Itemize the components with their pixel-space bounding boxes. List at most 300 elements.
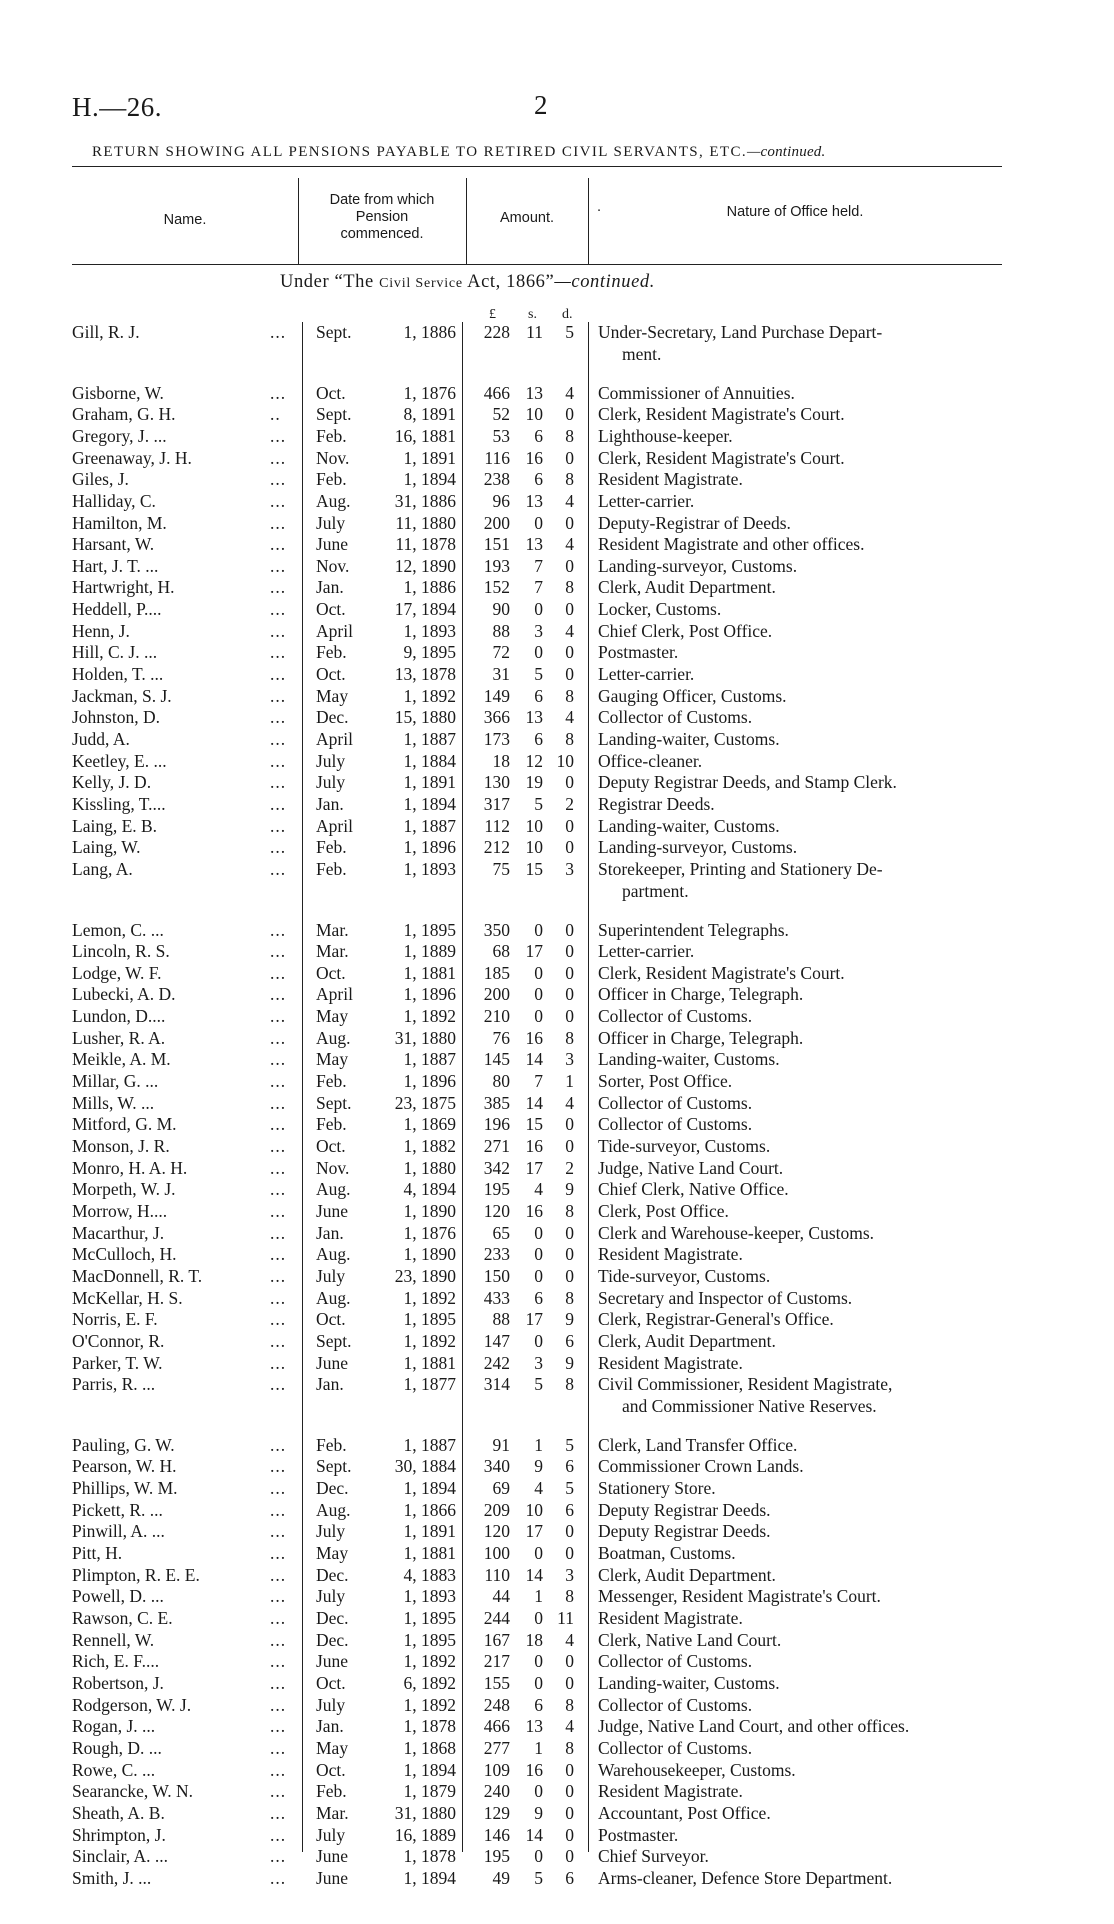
pension-day-year: 1, 1893	[403, 1586, 456, 1607]
pension-month: July	[316, 750, 346, 771]
pension-month: Feb.	[316, 425, 347, 446]
pension-month: Feb.	[316, 642, 347, 663]
section-suffix: Act, 1866”	[462, 272, 555, 292]
leader-dots: ...	[270, 534, 287, 555]
pension-day-year: 1, 1886	[403, 577, 456, 598]
table-row	[0, 794, 1114, 816]
office-held: Landing-waiter, Customs.	[598, 1049, 780, 1070]
amount-pence: 8	[565, 577, 574, 598]
pension-day-year: 1, 1869	[403, 1114, 456, 1135]
office-held: Landing-surveyor, Customs.	[598, 837, 798, 858]
pensioner-name: Hart, J. T. ...	[72, 555, 159, 576]
amount-pence: 0	[565, 1265, 574, 1286]
amount-pounds: 196	[483, 1114, 510, 1135]
pensioner-name: Lodge, W. F.	[72, 962, 162, 983]
table-row	[0, 1825, 1114, 1847]
pension-day-year: 23, 1890	[394, 1265, 456, 1286]
amount-pounds: 173	[483, 729, 510, 750]
leader-dots: ...	[270, 469, 287, 490]
pensioner-name: MacDonnell, R. T.	[72, 1265, 203, 1286]
table-row	[0, 599, 1114, 621]
document-reference: H.—26.	[72, 92, 162, 122]
amount-pence: 10	[556, 750, 574, 771]
unit-pence: d.	[562, 307, 573, 322]
amount-shillings: 14	[525, 1049, 543, 1070]
table-row	[0, 1738, 1114, 1760]
pension-month: Aug.	[316, 1244, 351, 1265]
office-held: Boatman, Customs.	[598, 1543, 736, 1564]
amount-pence: 3	[565, 1049, 574, 1070]
table-row	[0, 621, 1114, 643]
pension-month: Sept.	[316, 404, 352, 425]
amount-shillings: 12	[525, 750, 543, 771]
office-held: Letter-carrier.	[598, 664, 695, 685]
amount-pounds: 200	[483, 512, 510, 533]
amount-pence: 8	[565, 469, 574, 490]
pension-month: May	[316, 1006, 349, 1027]
table-row	[0, 1288, 1114, 1310]
pension-month: Nov.	[316, 1157, 350, 1178]
pensioner-name: Plimpton, R. E. E.	[72, 1564, 200, 1585]
pension-day-year: 1, 1881	[403, 962, 456, 983]
pensioner-name: Lundon, D....	[72, 1006, 166, 1027]
table-row	[0, 1586, 1114, 1608]
leader-dots: ...	[270, 1114, 287, 1135]
leader-dots: ...	[270, 1564, 287, 1585]
amount-pounds: 149	[483, 685, 510, 706]
pensioner-name: Rowe, C. ...	[72, 1759, 156, 1780]
office-held: Tide-surveyor, Customs.	[598, 1136, 771, 1157]
pension-day-year: 1, 1892	[403, 1330, 456, 1351]
amount-pounds: 244	[483, 1608, 510, 1628]
pension-day-year: 1, 1887	[403, 1434, 456, 1455]
leader-dots: ...	[270, 1737, 287, 1758]
office-held: Collector of Customs.	[598, 707, 753, 728]
leader-dots: ...	[270, 642, 287, 663]
amount-shillings: 18	[525, 1629, 543, 1650]
pensioner-name: Parris, R. ...	[72, 1374, 156, 1395]
pension-day-year: 1, 1896	[403, 1071, 456, 1092]
amount-shillings: 3	[534, 1352, 543, 1373]
table-row	[0, 1543, 1114, 1565]
amount-pounds: 340	[483, 1456, 510, 1477]
leader-dots: ...	[270, 1352, 287, 1373]
amount-shillings: 1	[534, 1434, 543, 1455]
pensioner-name: Pinwill, A. ...	[72, 1521, 165, 1542]
pensioner-name: Heddell, P....	[72, 599, 162, 620]
pension-day-year: 1, 1887	[403, 729, 456, 750]
amount-pence: 8	[565, 1737, 574, 1758]
pensioner-name: Phillips, W. M.	[72, 1478, 178, 1499]
amount-shillings: 1	[534, 1586, 543, 1607]
pension-day-year: 1, 1876	[403, 1222, 456, 1243]
amount-pounds: 146	[483, 1824, 510, 1845]
amount-pounds: 96	[492, 490, 510, 511]
amount-pounds: 167	[483, 1629, 510, 1650]
office-held: Accountant, Post Office.	[598, 1802, 771, 1823]
office-held: Arms-cleaner, Defence Store Department.	[598, 1867, 893, 1888]
amount-pence: 3	[565, 1564, 574, 1585]
leader-dots: ...	[270, 490, 287, 511]
leader-dots: ...	[270, 919, 287, 940]
pensioner-name: Mills, W. ...	[72, 1092, 155, 1113]
pension-day-year: 4, 1883	[403, 1564, 456, 1585]
leader-dots: ...	[270, 1136, 287, 1157]
column-header-mark: ·	[596, 202, 602, 218]
office-held: Resident Magistrate.	[598, 1244, 743, 1265]
pensioner-name: Sinclair, A. ...	[72, 1846, 169, 1867]
amount-pounds: 49	[492, 1867, 510, 1888]
pension-day-year: 1, 1892	[403, 1651, 456, 1672]
amount-pounds: 233	[483, 1244, 510, 1265]
table-row	[0, 577, 1114, 599]
office-held: Commissioner Crown Lands.	[598, 1456, 804, 1477]
amount-pence: 0	[565, 941, 574, 962]
amount-pence: 0	[565, 599, 574, 620]
amount-pounds: 18	[492, 750, 510, 771]
amount-shillings: 7	[534, 1071, 543, 1092]
pensioner-name: McCulloch, H.	[72, 1244, 177, 1265]
column-header-date-line1: Date from which	[329, 192, 435, 208]
pension-day-year: 1, 1891	[403, 447, 456, 468]
amount-pounds: 147	[483, 1330, 510, 1351]
pensioner-name: Giles, J.	[72, 469, 129, 490]
leader-dots: ...	[270, 1629, 287, 1650]
leader-dots: ...	[270, 984, 287, 1005]
pension-day-year: 1, 1891	[403, 1521, 456, 1542]
amount-pounds: 242	[483, 1352, 510, 1373]
column-header-date	[298, 192, 466, 243]
amount-pounds: 277	[483, 1737, 510, 1758]
amount-pence: 4	[565, 707, 574, 728]
amount-pence: 0	[565, 555, 574, 576]
amount-pence: 4	[565, 620, 574, 641]
leader-dots: ...	[270, 664, 287, 685]
table-row	[0, 513, 1114, 535]
pension-month: Feb.	[316, 469, 347, 490]
amount-pounds: 210	[483, 1006, 510, 1027]
amount-pounds: 75	[492, 858, 510, 879]
pension-day-year: 1, 1878	[403, 1716, 456, 1737]
amount-shillings: 4	[534, 1478, 543, 1499]
leader-dots: ...	[270, 837, 287, 858]
amount-shillings: 13	[525, 382, 543, 403]
amount-pounds: 52	[492, 404, 510, 425]
pension-month: Aug.	[316, 490, 351, 511]
amount-shillings: 0	[534, 1330, 543, 1351]
amount-pence: 0	[565, 1543, 574, 1564]
office-held: Landing-waiter, Customs.	[598, 729, 780, 750]
pension-day-year: 1, 1890	[403, 1244, 456, 1265]
table-row	[0, 1608, 1114, 1630]
table-row	[0, 1521, 1114, 1543]
pension-day-year: 30, 1884	[394, 1456, 456, 1477]
table-row	[0, 469, 1114, 491]
leader-dots: ...	[270, 1049, 287, 1070]
table-row	[0, 448, 1114, 470]
amount-pounds: 88	[492, 620, 510, 641]
leader-dots: ...	[270, 1374, 287, 1395]
leader-dots: ...	[270, 858, 287, 879]
table-row	[0, 664, 1114, 686]
pension-month: Aug.	[316, 1027, 351, 1048]
table-row	[0, 1478, 1114, 1500]
office-held: Lighthouse-keeper.	[598, 425, 733, 446]
pension-day-year: 1, 1891	[403, 772, 456, 793]
office-held-continued: ment.	[622, 343, 662, 364]
leader-dots: ...	[270, 1265, 287, 1286]
pension-day-year: 11, 1880	[395, 512, 456, 533]
office-held: Civil Commissioner, Resident Magistrate,	[598, 1374, 893, 1395]
amount-shillings: 5	[534, 664, 543, 685]
amount-shillings: 0	[534, 1672, 543, 1693]
amount-shillings: 17	[525, 941, 543, 962]
pensioner-name: Millar, G. ...	[72, 1071, 159, 1092]
leader-dots: ...	[270, 1478, 287, 1499]
leader-dots: ...	[270, 1543, 287, 1564]
leader-dots: ...	[270, 1071, 287, 1092]
pension-day-year: 1, 1881	[403, 1543, 456, 1564]
pensioner-name: Greenaway, J. H.	[72, 447, 192, 468]
pension-month: July	[316, 512, 346, 533]
pension-day-year: 1, 1892	[403, 685, 456, 706]
leader-dots: ..	[270, 404, 281, 425]
leader-dots: ...	[270, 750, 287, 771]
table-row	[0, 1158, 1114, 1180]
pension-month: Oct.	[316, 664, 346, 685]
table-row	[0, 1781, 1114, 1803]
pension-day-year: 1, 1887	[403, 1049, 456, 1070]
amount-shillings: 13	[525, 707, 543, 728]
amount-pence: 0	[565, 1672, 574, 1693]
amount-shillings: 14	[525, 1092, 543, 1113]
pensioner-name: O'Connor, R.	[72, 1330, 165, 1351]
amount-shillings: 16	[525, 1200, 543, 1221]
amount-pounds: 195	[483, 1846, 510, 1867]
amount-shillings: 5	[534, 793, 543, 814]
office-held: Postmaster.	[598, 642, 679, 663]
amount-shillings: 7	[534, 555, 543, 576]
office-held: Under-Secretary, Land Purchase Depart-	[598, 322, 883, 342]
office-held: Secretary and Inspector of Customs.	[598, 1287, 853, 1308]
pension-month: April	[316, 729, 353, 750]
amount-shillings: 16	[525, 1027, 543, 1048]
pensioner-name: Powell, D. ...	[72, 1586, 164, 1607]
office-held: Collector of Customs.	[598, 1651, 753, 1672]
pension-month: May	[316, 685, 349, 706]
pension-day-year: 1, 1896	[403, 984, 456, 1005]
table-row	[0, 816, 1114, 838]
amount-pounds: 130	[483, 772, 510, 793]
pension-day-year: 1, 1893	[403, 620, 456, 641]
office-held: Deputy Registrar Deeds.	[598, 1521, 771, 1542]
amount-pence: 0	[565, 642, 574, 663]
pension-day-year: 1, 1892	[403, 1694, 456, 1715]
pension-day-year: 1, 1878	[403, 1846, 456, 1867]
pensioner-name: Harsant, W.	[72, 534, 155, 555]
amount-shillings: 0	[534, 1651, 543, 1672]
table-row	[0, 963, 1114, 985]
pension-month: Oct.	[316, 382, 346, 403]
pensioner-name: Lemon, C. ...	[72, 919, 164, 940]
office-held: Judge, Native Land Court, and other offices.	[598, 1716, 910, 1737]
pension-month: Oct.	[316, 1136, 346, 1157]
leader-dots: ...	[270, 1179, 287, 1200]
pension-month: Sept.	[316, 1092, 352, 1113]
amount-pounds: 317	[483, 793, 510, 814]
leader-dots: ...	[270, 1586, 287, 1607]
pension-month: June	[316, 534, 349, 555]
amount-shillings: 0	[534, 1781, 543, 1802]
office-held: Chief Clerk, Post Office.	[598, 620, 773, 641]
pension-day-year: 16, 1881	[394, 425, 456, 446]
office-held: Postmaster.	[598, 1824, 679, 1845]
table-row	[0, 556, 1114, 578]
title-suffix: —continued.	[747, 144, 826, 160]
table-row	[0, 1565, 1114, 1587]
pension-month: May	[316, 1543, 349, 1564]
amount-shillings: 1	[534, 1737, 543, 1758]
table-row	[0, 686, 1114, 708]
amount-shillings: 17	[525, 1309, 543, 1330]
office-held: Judge, Native Land Court.	[598, 1157, 784, 1178]
amount-shillings: 7	[534, 577, 543, 598]
leader-dots: ...	[270, 685, 287, 706]
amount-pence: 0	[565, 1006, 574, 1027]
amount-shillings: 0	[534, 599, 543, 620]
pension-month: June	[316, 1846, 349, 1867]
pensioner-name: Lusher, R. A.	[72, 1027, 166, 1048]
amount-pounds: 217	[483, 1651, 510, 1672]
amount-pounds: 433	[483, 1287, 510, 1308]
pension-month: Oct.	[316, 599, 346, 620]
pension-day-year: 1, 1894	[403, 1478, 456, 1499]
amount-pence: 4	[565, 1629, 574, 1650]
amount-pence: 8	[565, 1027, 574, 1048]
pensioner-name: Mitford, G. M.	[72, 1114, 177, 1135]
amount-pence: 2	[565, 793, 574, 814]
column-header-name: Name.	[163, 212, 207, 228]
pensioner-name: Lincoln, R. S.	[72, 941, 170, 962]
amount-pence: 4	[565, 382, 574, 403]
office-held: Collector of Customs.	[598, 1006, 753, 1027]
amount-pence: 6	[565, 1456, 574, 1477]
title-rule	[72, 166, 1002, 167]
amount-pence: 0	[565, 447, 574, 468]
leader-dots: ...	[270, 322, 287, 342]
amount-pence: 0	[565, 1651, 574, 1672]
amount-pounds: 155	[483, 1672, 510, 1693]
section-continued: —continued.	[554, 272, 655, 292]
office-held: Landing-surveyor, Customs.	[598, 555, 798, 576]
leader-dots: ...	[270, 555, 287, 576]
pension-day-year: 1, 1887	[403, 815, 456, 836]
amount-pence: 8	[565, 1374, 574, 1395]
pensioner-name: Lubecki, A. D.	[72, 984, 176, 1005]
amount-pounds: 31	[492, 664, 510, 685]
office-held: Registrar Deeds.	[598, 793, 715, 814]
amount-pence: 8	[565, 1200, 574, 1221]
amount-shillings: 5	[534, 1867, 543, 1888]
pension-month: May	[316, 1737, 349, 1758]
amount-pence: 6	[565, 1499, 574, 1520]
pensioner-name: Sheath, A. B.	[72, 1802, 165, 1823]
pension-month: Dec.	[316, 707, 349, 728]
amount-pounds: 342	[483, 1157, 510, 1178]
pension-day-year: 8, 1891	[403, 404, 456, 425]
leader-dots: ...	[270, 729, 287, 750]
pensioner-name: Rough, D. ...	[72, 1737, 162, 1758]
table-row	[0, 1179, 1114, 1201]
amount-shillings: 10	[525, 815, 543, 836]
amount-shillings: 16	[525, 447, 543, 468]
table-row	[0, 941, 1114, 963]
amount-pence: 6	[565, 1330, 574, 1351]
table-row	[0, 404, 1114, 426]
pensioner-name: Monson, J. R.	[72, 1136, 170, 1157]
pensioner-name: Jackman, S. J.	[72, 685, 172, 706]
pension-day-year: 1, 1879	[403, 1781, 456, 1802]
pension-month: Jan.	[316, 1716, 344, 1737]
amount-pounds: 120	[483, 1200, 510, 1221]
amount-pounds: 151	[483, 534, 510, 555]
amount-shillings: 6	[534, 1287, 543, 1308]
office-held: Letter-carrier.	[598, 941, 695, 962]
pension-day-year: 1, 1894	[403, 1867, 456, 1888]
office-held: Gauging Officer, Customs.	[598, 685, 787, 706]
table-row	[0, 751, 1114, 773]
leader-dots: ...	[270, 1867, 287, 1888]
amount-pounds: 195	[483, 1179, 510, 1200]
amount-pounds: 145	[483, 1049, 510, 1070]
amount-pounds: 90	[492, 599, 510, 620]
pension-day-year: 1, 1890	[403, 1200, 456, 1221]
leader-dots: ...	[270, 425, 287, 446]
pension-month: Feb.	[316, 1071, 347, 1092]
pensioner-name: Pickett, R. ...	[72, 1499, 163, 1520]
pension-day-year: 13, 1878	[394, 664, 456, 685]
pensioner-name: Norris, E. F.	[72, 1309, 158, 1330]
pension-month: July	[316, 772, 346, 793]
pension-month: Nov.	[316, 447, 350, 468]
leader-dots: ...	[270, 1694, 287, 1715]
pension-month: June	[316, 1867, 349, 1888]
amount-pence: 11	[557, 1608, 574, 1628]
pensioner-name: Parker, T. W.	[72, 1352, 163, 1373]
pension-day-year: 1, 1866	[403, 1499, 456, 1520]
office-held: Collector of Customs.	[598, 1694, 753, 1715]
pensioner-name: McKellar, H. S.	[72, 1287, 183, 1308]
table-row	[0, 729, 1114, 751]
table-row	[0, 1803, 1114, 1825]
pension-day-year: 9, 1895	[403, 642, 456, 663]
table-row	[0, 491, 1114, 513]
leader-dots: ...	[270, 1092, 287, 1113]
amount-pence: 8	[565, 685, 574, 706]
leader-dots: ...	[270, 1244, 287, 1265]
amount-pence: 3	[565, 858, 574, 879]
amount-shillings: 13	[525, 490, 543, 511]
pension-month: Dec.	[316, 1608, 349, 1628]
amount-pounds: 110	[484, 1564, 510, 1585]
amount-shillings: 16	[525, 1136, 543, 1157]
table-row	[0, 1049, 1114, 1071]
pensioner-name: Rawson, C. E.	[72, 1608, 173, 1628]
office-held: Officer in Charge, Telegraph.	[598, 984, 804, 1005]
pension-month: Oct.	[316, 1759, 346, 1780]
pensioner-name: Rodgerson, W. J.	[72, 1694, 192, 1715]
pensioner-name: Laing, E. B.	[72, 815, 158, 836]
